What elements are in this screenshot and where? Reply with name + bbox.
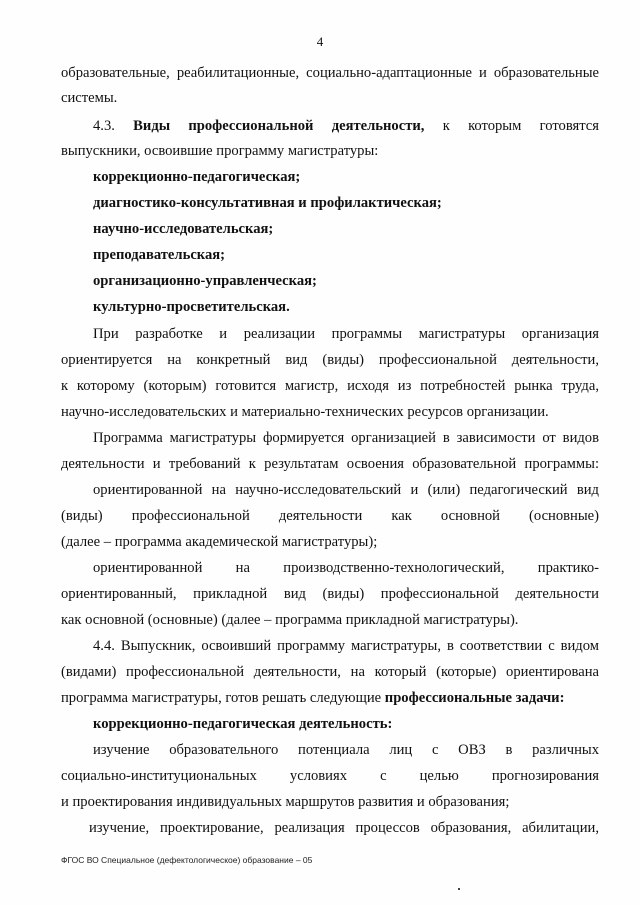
text-line: как основной (основные) (далее – программа прикладной магистратуры). <box>61 612 519 628</box>
text-segment: программа магистратуры, готов решать следующие <box>61 690 382 706</box>
activity-item: преподавательская; <box>93 247 226 263</box>
subsection-heading: коррекционно-педагогическая деятельность: <box>93 716 393 732</box>
text-line: 4.4. Выпускник, освоивший программу магистратуры, в соответствии с видом <box>93 638 599 654</box>
activity-item: организационно-управленческая; <box>93 273 317 289</box>
text-line: к которому (которым) готовится магистр, исходя из потребностей рынка труда, <box>61 378 599 394</box>
text-line: (видами) профессиональной деятельности, на который (которые) ориентирована <box>61 664 599 680</box>
text-line: изучение образовательного потенциала лиц с ОВЗ в различных <box>93 742 599 758</box>
text-line: ориентированный, прикладной вид (виды) профессиональной деятельности <box>61 586 599 602</box>
text-line: При разработке и реализации программы магистратуры организация <box>93 326 599 342</box>
text-line: Программа магистратуры формируется организацией в зависимости от видов <box>93 430 599 446</box>
text-line: ориентированной на научно-исследовательский и (или) педагогический вид <box>93 482 599 498</box>
activity-item: коррекционно-педагогическая; <box>93 169 301 185</box>
text-line: системы. <box>61 90 118 106</box>
activity-item: диагностико-консультативная и профилактическая; <box>93 195 442 211</box>
activity-item: культурно-просветительская. <box>93 299 290 315</box>
page-number: 4 <box>316 34 324 49</box>
professional-tasks-label: профессиональные задачи: <box>384 690 565 706</box>
text-line <box>61 689 599 707</box>
text-line: и проектирования индивидуальных маршрутов развития и образования; <box>61 794 510 810</box>
section-heading-line <box>93 117 599 135</box>
text-line: ориентированной на производственно-технологический, практико- <box>93 560 599 576</box>
text-line: изучение, проектирование, реализация процессов образования, абилитации, <box>89 820 599 836</box>
section-title-rest: к которым готовятся <box>442 118 599 134</box>
section-title-bold: Виды профессиональной деятельности, <box>133 118 425 134</box>
text-line: (виды) профессиональной деятельности как основной (основные) <box>61 508 599 524</box>
page-footer: ФГОС ВО Специальное (дефектологическое) образование – 05 <box>61 855 313 865</box>
text-line: ориентируется на конкретный вид (виды) профессиональной деятельности, <box>61 352 599 368</box>
text-line: выпускники, освоившие программу магистратуры: <box>61 143 379 159</box>
text-line: (далее – программа академической магистратуры); <box>61 534 378 550</box>
text-line: деятельности и требований к результатам освоения образовательной программы: <box>61 456 599 472</box>
activity-item: научно-исследовательская; <box>93 221 274 237</box>
text-line: научно-исследовательских и материально-технических ресурсов организации. <box>61 404 549 420</box>
text-line: образовательные, реабилитационные, социально-адаптационные и образовательные <box>61 65 599 81</box>
scan-speck <box>458 888 460 890</box>
text-line: социально-институциональных условиях с целью прогнозирования <box>61 768 599 784</box>
section-number: 4.3. <box>93 118 115 134</box>
